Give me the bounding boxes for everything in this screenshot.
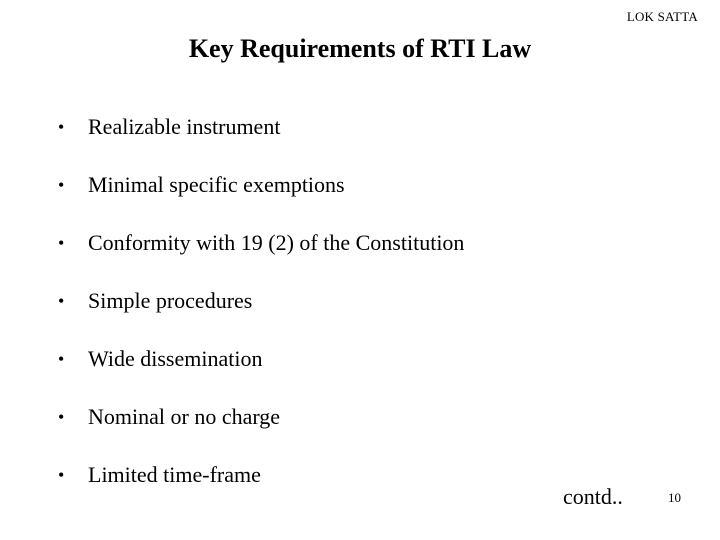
bullet-icon: • bbox=[58, 116, 65, 137]
continued-label: contd.. bbox=[563, 484, 623, 509]
bullet-text: Minimal specific exemptions bbox=[88, 172, 345, 197]
list-item bbox=[58, 330, 464, 388]
bullet-icon: • bbox=[58, 348, 65, 369]
bullet-icon: • bbox=[58, 464, 65, 485]
list-item bbox=[58, 98, 464, 156]
bullet-text: Realizable instrument bbox=[88, 114, 281, 139]
list-item bbox=[58, 446, 464, 504]
org-label: LOK SATTA bbox=[626, 9, 698, 24]
bullet-icon: • bbox=[58, 290, 65, 311]
bullet-list bbox=[58, 98, 464, 504]
bullet-icon: • bbox=[58, 232, 65, 253]
slide-title: Key Requirements of RTI Law bbox=[188, 34, 532, 63]
list-item bbox=[58, 156, 464, 214]
bullet-icon: • bbox=[58, 406, 65, 427]
bullet-text: Nominal or no charge bbox=[88, 404, 281, 429]
bullet-text: Limited time-frame bbox=[88, 462, 261, 487]
bullet-icon: • bbox=[58, 174, 65, 195]
list-item bbox=[58, 214, 464, 272]
list-item bbox=[58, 272, 464, 330]
page-number: 10 bbox=[668, 490, 681, 505]
bullet-text: Conformity with 19 (2) of the Constitution bbox=[88, 230, 465, 255]
bullet-text: Simple procedures bbox=[88, 288, 253, 313]
bullet-text: Wide dissemination bbox=[88, 346, 263, 371]
list-item bbox=[58, 388, 464, 446]
